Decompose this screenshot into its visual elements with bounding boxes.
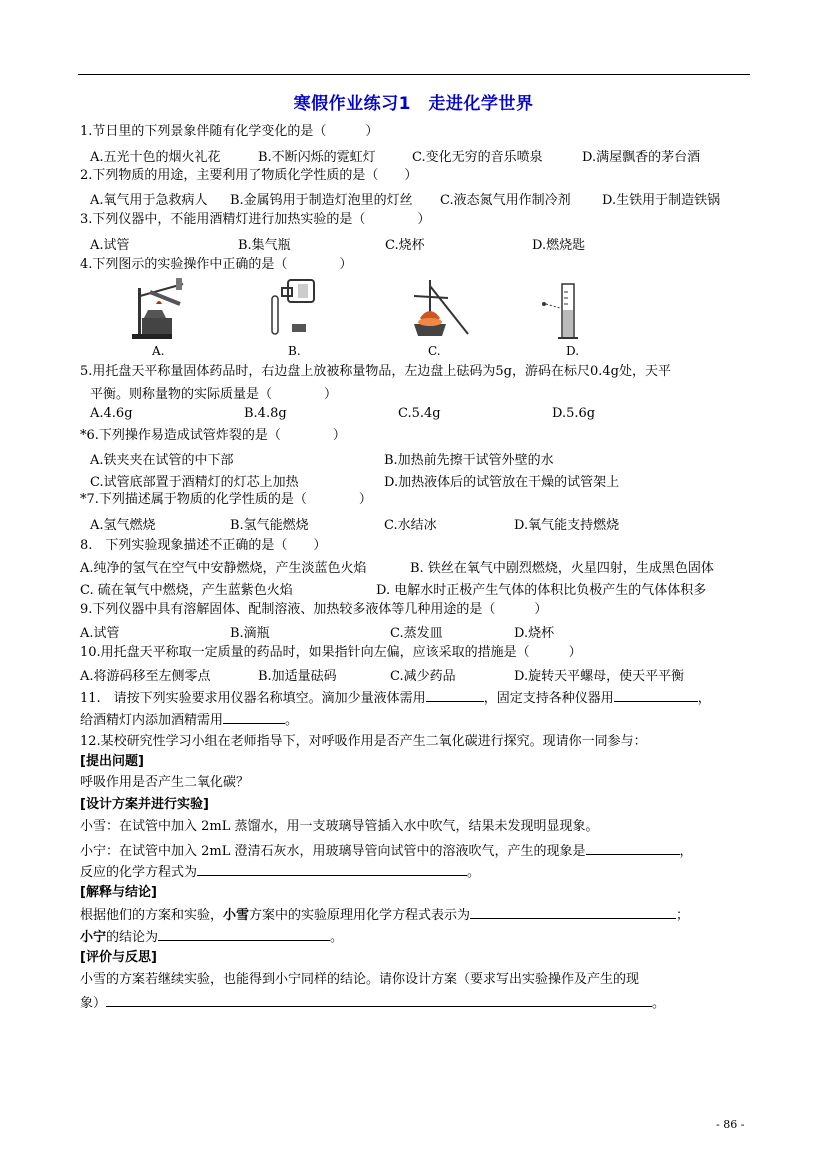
q12-xiaoning-line1 <box>80 840 693 862</box>
figure-b-pouring-liquid <box>268 276 318 342</box>
q3-option-b: B.集气瓶 <box>238 238 291 253</box>
figure-a-heating-setup <box>128 276 194 342</box>
q11-blank-dropper[interactable] <box>426 687 484 702</box>
question-11-line2 <box>80 709 298 731</box>
q2-option-d: D.生铁用于制造铁锅 <box>602 193 721 208</box>
q7-option-b: B.氢气能燃烧 <box>230 518 309 533</box>
q12-reflection-line1: 小雪的方案若继续实验，也能得到小宁同样的结论。请你设计方案（要求写出实验操作及产生的现 <box>80 972 640 987</box>
q11-text-4: 给酒精灯内添加酒精需用 <box>80 713 224 728</box>
q12-concl-text-2: 方案中的实验原理用化学方程式表示为 <box>249 908 471 923</box>
question-7-stem: *7.下列描述属于物质的化学性质的是（ ） <box>80 492 372 507</box>
q6-option-d: D.加热液体后的试管放在干燥的试管架上 <box>384 475 620 490</box>
q12-concl-end-1: ； <box>676 908 690 923</box>
q12-blank-conclusion[interactable] <box>158 926 330 941</box>
figure-d-graduated-cylinder <box>536 276 586 342</box>
q9-option-d: D.烧杯 <box>514 626 555 641</box>
q11-text-1: 11. 请按下列实验要求用仪器名称填空。滴加少量液体需用 <box>80 691 426 706</box>
q10-option-d: D.旋转天平螺母，使天平平衡 <box>514 669 685 684</box>
q12-question: 呼吸作用是否产生二氧化碳？ <box>80 775 250 790</box>
q3-option-c: C.烧杯 <box>385 238 425 253</box>
q11-text-2: ，固定支持各种仪器用 <box>483 691 614 706</box>
q1-option-d: D.满屋飘香的茅台酒 <box>582 150 701 165</box>
header-rule <box>78 74 750 75</box>
question-6-stem: *6.下列操作易造成试管炸裂的是（ ） <box>80 428 346 443</box>
question-11-line1 <box>80 687 711 709</box>
q10-option-c: C.减少药品 <box>390 669 456 684</box>
q12-reflection-line2 <box>80 992 665 1014</box>
q12-concl-text-3: 的结论为 <box>106 930 159 945</box>
q1-option-a: A.五光十色的烟火礼花 <box>90 150 221 165</box>
q8-option-b: B. 铁丝在氧气中剧烈燃烧，火星四射，生成黑色固体 <box>410 561 714 576</box>
figure-b-label: B. <box>288 344 301 358</box>
q5-option-d: D.5.6g <box>552 406 596 421</box>
q1-option-b: B.不断闪烁的霓虹灯 <box>258 150 376 165</box>
q6-option-b: B.加热前先擦干试管外壁的水 <box>384 453 554 468</box>
q2-option-a: A.氧气用于急救病人 <box>90 193 208 208</box>
q12-reflect-end: 。 <box>652 996 666 1011</box>
q12-xiaoning-text-1: 小宁：在试管中加入 2mL 澄清石灰水，用玻璃导管向试管中的溶液吹气，产生的现象是 <box>80 844 586 859</box>
question-8-stem: 8. 下列实验现象描述不正确的是（ ） <box>80 538 327 553</box>
page-title: 寒假作业练习1 走进化学世界 <box>293 94 534 114</box>
q9-option-b: B.滴瓶 <box>230 626 270 641</box>
q12-reflect-text: 象） <box>80 996 107 1011</box>
question-5-stem-line2: 平衡。则称量物的实际质量是（ ） <box>90 387 338 402</box>
q10-option-b: B.加适量砝码 <box>258 669 337 684</box>
q5-option-b: B.4.8g <box>244 406 287 421</box>
q6-option-c: C.试管底部置于酒精灯的灯芯上加热 <box>90 475 299 490</box>
q10-option-a: A.将游码移至左侧零点 <box>80 669 211 684</box>
question-4-stem: 4.下列图示的实验操作中正确的是（ ） <box>80 257 353 272</box>
q2-option-c: C.液态氮气用作制冷剂 <box>440 193 571 208</box>
q12-xiaoning-line2 <box>80 861 480 883</box>
q3-option-a: A.试管 <box>90 238 130 253</box>
q12-xiaoning-end-2: 。 <box>467 865 481 880</box>
q5-option-a: A.4.6g <box>90 406 133 421</box>
q1-option-c: C.变化无穷的音乐喷泉 <box>412 150 543 165</box>
page-number: - 86 - <box>716 1118 745 1131</box>
figure-a-label: A. <box>152 344 165 358</box>
q12-conclusion-line2 <box>80 926 343 948</box>
q7-option-c: C.水结冰 <box>384 518 437 533</box>
q12-heading-raise-question: [提出问题] <box>80 754 144 769</box>
q12-blank-design[interactable] <box>106 992 652 1007</box>
q5-option-c: C.5.4g <box>398 406 441 421</box>
q12-conclusion-line1 <box>80 904 689 926</box>
q12-xiaoning-end-1: ， <box>679 844 693 859</box>
q9-option-c: C.蒸发皿 <box>390 626 443 641</box>
q11-text-3: ， <box>697 691 711 706</box>
figure-c-lamp-heating <box>400 276 472 342</box>
q7-option-a: A.氢气燃烧 <box>90 518 156 533</box>
q12-blank-phenomenon[interactable] <box>586 840 680 855</box>
q12-heading-explanation: [解释与结论] <box>80 885 157 900</box>
q8-option-d: D. 电解水时正极产生气体的体积比负极产生的气体体积多 <box>376 583 707 598</box>
q8-option-a: A.纯净的氢气在空气中安静燃烧，产生淡蓝色火焰 <box>80 561 367 576</box>
q12-heading-reflection: [评价与反思] <box>80 950 157 965</box>
q9-option-a: A.试管 <box>80 626 120 641</box>
question-5-stem-line1: 5.用托盘天平称量固体药品时，右边盘上放被称量物品，左边盘上砝码为5g，游码在标尺0.4g处，天平 <box>80 364 671 379</box>
q2-option-b: B.金属钨用于制造灯泡里的灯丝 <box>230 193 413 208</box>
q12-heading-design: [设计方案并进行实验] <box>80 797 209 812</box>
q12-concl-xiaoning: 小宁 <box>80 930 107 945</box>
q8-option-c: C. 硫在氧气中燃烧，产生蓝紫色火焰 <box>80 583 293 598</box>
q12-xiaoning-text-2: 反应的化学方程式为 <box>80 865 198 880</box>
q3-option-d: D.燃烧匙 <box>532 238 586 253</box>
figure-c-label: C. <box>428 344 441 358</box>
q12-blank-equation-1[interactable] <box>197 861 467 876</box>
q12-concl-end-2: 。 <box>330 930 344 945</box>
q12-concl-text-1: 根据他们的方案和实验， <box>80 908 224 923</box>
question-10-stem: 10.用托盘天平称取一定质量的药品时，如果指针向左偏，应该采取的措施是（ ） <box>80 645 582 660</box>
q12-blank-equation-2[interactable] <box>470 904 676 919</box>
q12-xiaoxue-experiment: 小雪：在试管中加入 2mL 蒸馏水，用一支玻璃导管插入水中吹气，结果未发现明显现象。 <box>80 819 599 834</box>
question-1-stem: 1.节日里的下列景象伴随有化学变化的是（ ） <box>80 124 379 139</box>
figure-d-label: D. <box>566 344 580 358</box>
q11-blank-iron-stand[interactable] <box>614 687 698 702</box>
q11-blank-funnel[interactable] <box>223 709 285 724</box>
question-3-stem: 3.下列仪器中，不能用酒精灯进行加热实验的是（ ） <box>80 212 431 227</box>
question-12-intro: 12.某校研究性学习小组在老师指导下，对呼吸作用是否产生二氧化碳进行探究。现请你一同参与： <box>80 734 647 749</box>
q6-option-a: A.铁夹夹在试管的中下部 <box>90 453 234 468</box>
question-2-stem: 2.下列物质的用途，主要利用了物质化学性质的是（ ） <box>80 168 418 183</box>
q11-text-5: 。 <box>285 713 299 728</box>
q12-concl-xiaoxue: 小雪 <box>223 908 250 923</box>
q7-option-d: D.氧气能支持燃烧 <box>514 518 620 533</box>
question-9-stem: 9.下列仪器中具有溶解固体、配制溶液、加热较多液体等几种用途的是（ ） <box>80 602 548 617</box>
